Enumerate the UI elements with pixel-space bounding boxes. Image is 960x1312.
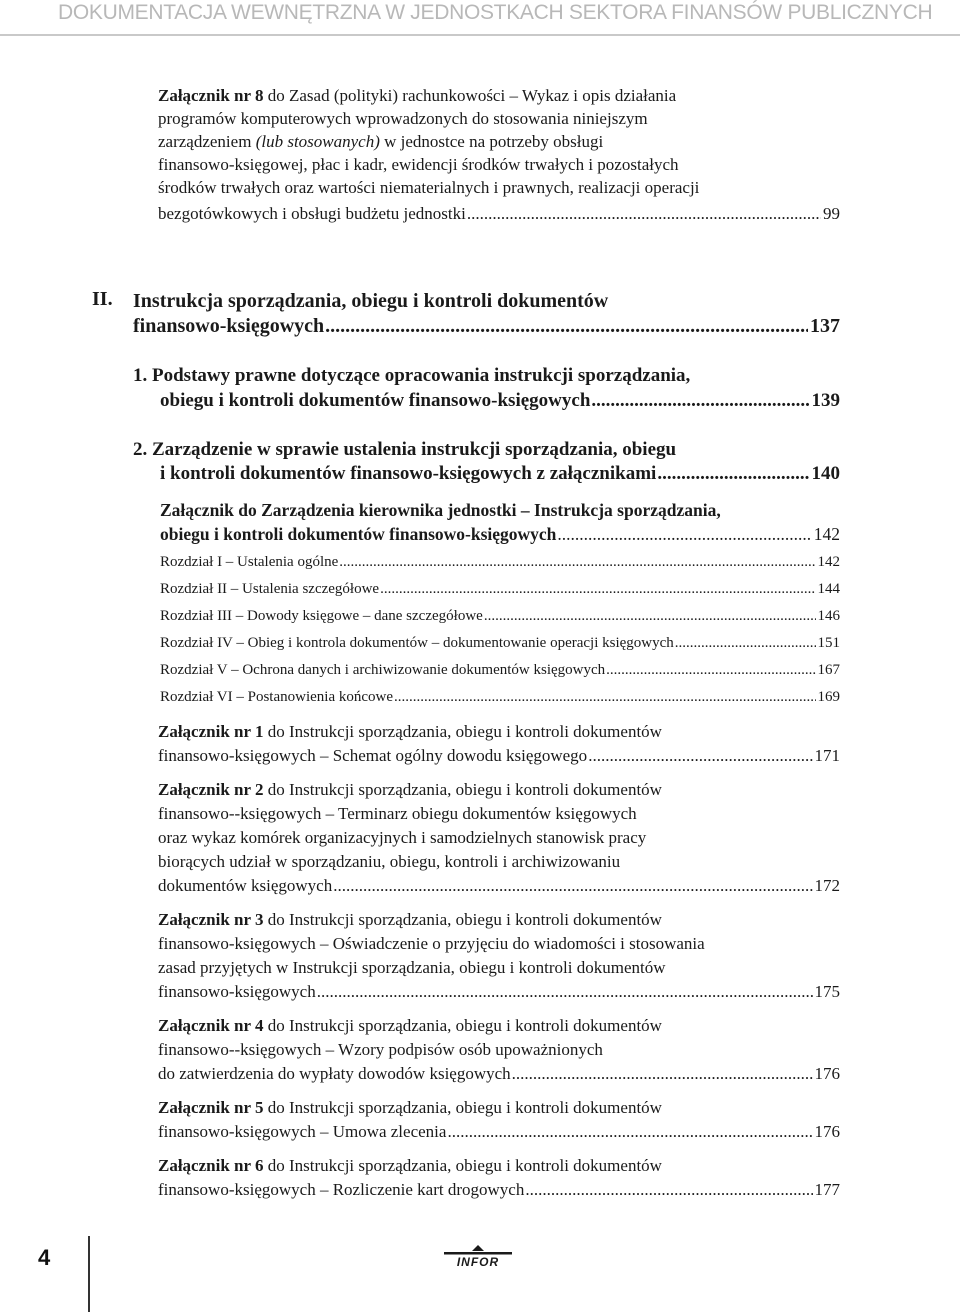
toc-annex3-line3: zasad przyjętych w Instrukcji sporządzania, obiegu i kontroli dokumentów bbox=[158, 958, 666, 977]
infor-logo bbox=[442, 1244, 514, 1268]
entry-italic-text: (lub stosowanych) bbox=[255, 132, 380, 151]
entry-text: finansowo-księgowych – Umowa zlecenia bbox=[158, 1122, 447, 1141]
toc-item-1-line2[interactable] bbox=[160, 389, 840, 413]
toc-annex2-line3: oraz wykaz komórek organizacyjnych i samodzielnych stanowisk pracy bbox=[158, 828, 647, 847]
entry-text: do Instrukcji sporządzania, obiegu i kontroli dokumentów bbox=[263, 1016, 662, 1035]
entry-text: finansowo-księgowych bbox=[133, 315, 325, 337]
page-number: 176 bbox=[814, 1064, 840, 1083]
infor-logo-icon bbox=[442, 1244, 514, 1268]
dot-leader bbox=[512, 1063, 813, 1085]
dot-leader bbox=[675, 632, 816, 654]
entry-lead: Załącznik nr 8 bbox=[158, 86, 264, 105]
dot-leader bbox=[591, 389, 809, 413]
running-header bbox=[0, 0, 960, 36]
toc-annex3-line4[interactable] bbox=[158, 981, 840, 1003]
entry-text: bezgotówkowych i obsługi budżetu jednostki bbox=[158, 204, 466, 223]
toc-annex3-line1[interactable] bbox=[158, 909, 662, 931]
dot-leader bbox=[333, 875, 812, 897]
chapter-title: Rozdział III – Dowody księgowe – dane szczegółowe bbox=[160, 608, 483, 624]
entry-text: do Zasad (polityki) rachunkowości – Wykaz i opis działania bbox=[263, 86, 677, 105]
header-rule bbox=[0, 34, 960, 36]
toc-item-2-line2[interactable] bbox=[160, 462, 840, 486]
page-number: 142 bbox=[813, 524, 840, 544]
page-number: 142 bbox=[817, 554, 840, 570]
entry-text: finansowo-księgowych – Rozliczenie kart drogowych bbox=[158, 1180, 525, 1199]
toc-annex4-line1[interactable] bbox=[158, 1015, 662, 1037]
toc-entry-zal8-line6[interactable] bbox=[158, 203, 840, 225]
dot-leader bbox=[467, 203, 821, 225]
toc-annex3-line2: finansowo-księgowych – Oświadczenie o przyjęciu do wiadomości i stosowania bbox=[158, 934, 705, 953]
entry-text: finansowo-księgowych bbox=[158, 982, 316, 1001]
entry-text: zarządzeniem bbox=[158, 132, 256, 151]
dot-leader bbox=[557, 523, 811, 545]
dot-leader bbox=[394, 686, 815, 708]
page-number: 167 bbox=[817, 662, 840, 678]
entry-text: do Instrukcji sporządzania, obiegu i kontroli dokumentów bbox=[263, 910, 662, 929]
chapter-title: Rozdział II – Ustalenia szczegółowe bbox=[160, 581, 380, 597]
toc-entry-zal8-line3 bbox=[158, 131, 603, 153]
chapter-title: Rozdział IV – Obieg i kontrola dokumentów – dokumentowanie operacji księgowych bbox=[160, 635, 674, 651]
page-number: 139 bbox=[811, 390, 840, 411]
page-number-footer: 4 bbox=[38, 1245, 51, 1270]
toc-annex-line1[interactable]: Załącznik do Zarządzenia kierownika jednostki – Instrukcja sporządzania, bbox=[160, 500, 721, 520]
entry-text: w jednostce na potrzeby obsługi bbox=[379, 132, 604, 151]
page-number: 171 bbox=[814, 746, 840, 765]
page-number: 176 bbox=[814, 1122, 840, 1141]
toc-annex1-line1[interactable] bbox=[158, 721, 662, 743]
dot-leader bbox=[525, 1179, 812, 1201]
chapter-title: Rozdział VI – Postanowienia końcowe bbox=[160, 689, 394, 705]
entry-text: do Instrukcji sporządzania, obiegu i kontroli dokumentów bbox=[263, 722, 662, 741]
dot-leader bbox=[484, 605, 816, 627]
entry-text: do zatwierdzenia do wypłaty dowodów księgowych bbox=[158, 1064, 511, 1083]
dot-leader bbox=[606, 659, 815, 681]
toc-entry-zal8-line4: finansowo-księgowej, płac i kadr, ewidencji środków trwałych i pozostałych bbox=[158, 155, 679, 174]
toc-annex2-line5[interactable] bbox=[158, 875, 840, 897]
entry-lead: Załącznik nr 2 bbox=[158, 780, 264, 799]
toc-entry-zal8-line5: środków trwałych oraz wartości niematerialnych i prawnych, realizacji operacji bbox=[158, 178, 700, 197]
page-number: 99 bbox=[823, 204, 840, 223]
dot-leader bbox=[325, 313, 808, 339]
toc-entry-zal8-line2: programów komputerowych wprowadzonych do stosowania niniejszym bbox=[158, 109, 648, 128]
section-roman-numeral: II. bbox=[92, 288, 113, 310]
footer-vertical-rule bbox=[88, 1236, 90, 1312]
page-number: 169 bbox=[817, 689, 840, 705]
entry-lead: Załącznik nr 6 bbox=[158, 1156, 264, 1175]
entry-lead: Załącznik nr 4 bbox=[158, 1016, 264, 1035]
toc-annex2-line2: finansowo--księgowych – Terminarz obiegu dokumentów księgowych bbox=[158, 804, 637, 823]
entry-text: finansowo-księgowych – Schemat ogólny dowodu księgowego bbox=[158, 746, 588, 765]
toc-annex5-line1[interactable] bbox=[158, 1097, 662, 1119]
entry-lead: Załącznik nr 1 bbox=[158, 722, 264, 741]
toc-chapter[interactable] bbox=[160, 605, 840, 627]
dot-leader bbox=[657, 462, 809, 486]
toc-chapter[interactable] bbox=[160, 578, 840, 600]
toc-entry-zal8-line1[interactable] bbox=[158, 85, 676, 107]
toc-annex4-line3[interactable] bbox=[158, 1063, 840, 1085]
chapter-title: Rozdział V – Ochrona danych i archiwizowanie dokumentów księgowych bbox=[160, 662, 606, 678]
toc-chapter[interactable] bbox=[160, 659, 840, 681]
toc-annex6-line1[interactable] bbox=[158, 1155, 662, 1177]
dot-leader bbox=[447, 1121, 812, 1143]
toc-item-2-line1[interactable]: 2. Zarządzenie w sprawie ustalenia instrukcji sporządzania, obiegu bbox=[133, 439, 677, 460]
page-number: 172 bbox=[814, 876, 840, 895]
logo-text: INFOR bbox=[456, 1255, 500, 1268]
toc-annex-line2[interactable] bbox=[160, 523, 840, 545]
page-number: 144 bbox=[817, 581, 840, 597]
toc-chapter[interactable] bbox=[160, 632, 840, 654]
entry-text: do Instrukcji sporządzania, obiegu i kontroli dokumentów bbox=[263, 1156, 662, 1175]
toc-annex5-line2[interactable] bbox=[158, 1121, 840, 1143]
entry-text: obiegu i kontroli dokumentów finansowo-księgowych bbox=[160, 524, 557, 544]
page-number: 151 bbox=[817, 635, 840, 651]
toc-annex6-line2[interactable] bbox=[158, 1179, 840, 1201]
dot-leader bbox=[317, 981, 813, 1003]
page-number: 177 bbox=[814, 1180, 840, 1199]
page-number: 175 bbox=[814, 982, 840, 1001]
header-title: DOKUMENTACJA WEWNĘTRZNA W JEDNOSTKACH SEKTORA FINANSÓW PUBLICZNYCH bbox=[58, 1, 933, 24]
toc-chapter[interactable] bbox=[160, 686, 840, 708]
entry-lead: Załącznik nr 3 bbox=[158, 910, 264, 929]
dot-leader bbox=[588, 745, 812, 767]
chapter-title: Rozdział I – Ustalenia ogólne bbox=[160, 554, 339, 570]
dot-leader bbox=[380, 578, 815, 600]
entry-text: i kontroli dokumentów finansowo-księgowych z załącznikami bbox=[160, 463, 657, 484]
toc-annex2-line1[interactable] bbox=[158, 779, 662, 801]
entry-text: do Instrukcji sporządzania, obiegu i kontroli dokumentów bbox=[263, 1098, 662, 1117]
toc-annex2-line4: biorących udział w sporządzaniu, obiegu, kontroli i archiwizowaniu bbox=[158, 852, 621, 871]
page-number: 146 bbox=[817, 608, 840, 624]
section-heading-line1[interactable]: Instrukcja sporządzania, obiegu i kontroli dokumentów bbox=[133, 290, 609, 312]
toc-chapter[interactable] bbox=[160, 551, 840, 573]
toc-item-1-line1[interactable]: 1. Podstawy prawne dotyczące opracowania instrukcji sporządzania, bbox=[133, 365, 691, 386]
entry-text: do Instrukcji sporządzania, obiegu i kontroli dokumentów bbox=[263, 780, 662, 799]
entry-lead: Załącznik nr 5 bbox=[158, 1098, 264, 1117]
entry-text: dokumentów księgowych bbox=[158, 876, 333, 895]
toc-annex4-line2: finansowo--księgowych – Wzory podpisów osób upoważnionych bbox=[158, 1040, 603, 1059]
section-heading-line2[interactable] bbox=[133, 313, 840, 339]
dot-leader bbox=[339, 551, 815, 573]
toc-annex1-line2[interactable] bbox=[158, 745, 840, 767]
page-number: 140 bbox=[811, 463, 840, 484]
page-number: 137 bbox=[810, 315, 840, 337]
entry-text: obiegu i kontroli dokumentów finansowo-księgowych bbox=[160, 390, 591, 411]
